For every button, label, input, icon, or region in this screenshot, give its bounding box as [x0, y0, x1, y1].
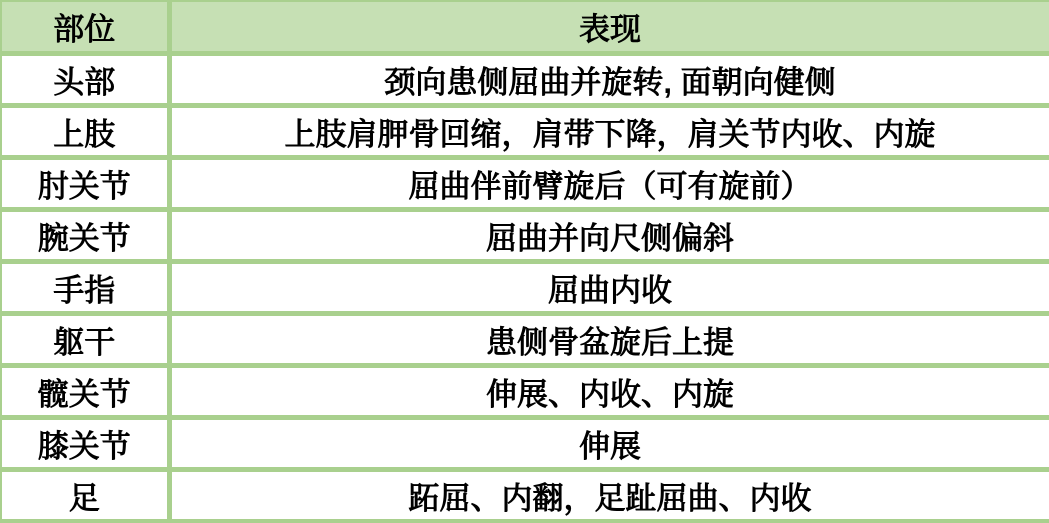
column-header-manifestation: 表现: [169, 1, 1049, 53]
cell-part: 膝关节: [1, 417, 169, 469]
cell-part: 手指: [1, 261, 169, 313]
cell-manifestation: 跖屈、内翻，足趾屈曲、内收: [169, 469, 1049, 521]
table-row: [1, 53, 1049, 105]
table-body: [1, 53, 1049, 521]
cell-part: 髋关节: [1, 365, 169, 417]
cell-manifestation: 屈曲伴前臂旋后（可有旋前）: [169, 157, 1049, 209]
cell-part: 肘关节: [1, 157, 169, 209]
cell-manifestation: 上肢肩胛骨回缩，肩带下降，肩关节内收、内旋: [169, 105, 1049, 157]
table-row: [1, 313, 1049, 365]
table-row: [1, 209, 1049, 261]
table-row: [1, 417, 1049, 469]
cell-manifestation: 患侧骨盆旋后上提: [169, 313, 1049, 365]
cell-part: 躯干: [1, 313, 169, 365]
cell-part: 腕关节: [1, 209, 169, 261]
table-header: [1, 1, 1049, 53]
table-row: [1, 261, 1049, 313]
column-header-part: 部位: [1, 1, 169, 53]
table-row: [1, 365, 1049, 417]
table-row: [1, 105, 1049, 157]
cell-part: 头部: [1, 53, 169, 105]
cell-manifestation: 颈向患侧屈曲并旋转, 面朝向健侧: [169, 53, 1049, 105]
cell-part: 足: [1, 469, 169, 521]
cell-part: 上肢: [1, 105, 169, 157]
table-row: [1, 469, 1049, 521]
header-row: [1, 1, 1049, 53]
cell-manifestation: 伸展、内收、内旋: [169, 365, 1049, 417]
cell-manifestation: 屈曲并向尺侧偏斜: [169, 209, 1049, 261]
cell-manifestation: 屈曲内收: [169, 261, 1049, 313]
cell-manifestation: 伸展: [169, 417, 1049, 469]
table-row: [1, 157, 1049, 209]
